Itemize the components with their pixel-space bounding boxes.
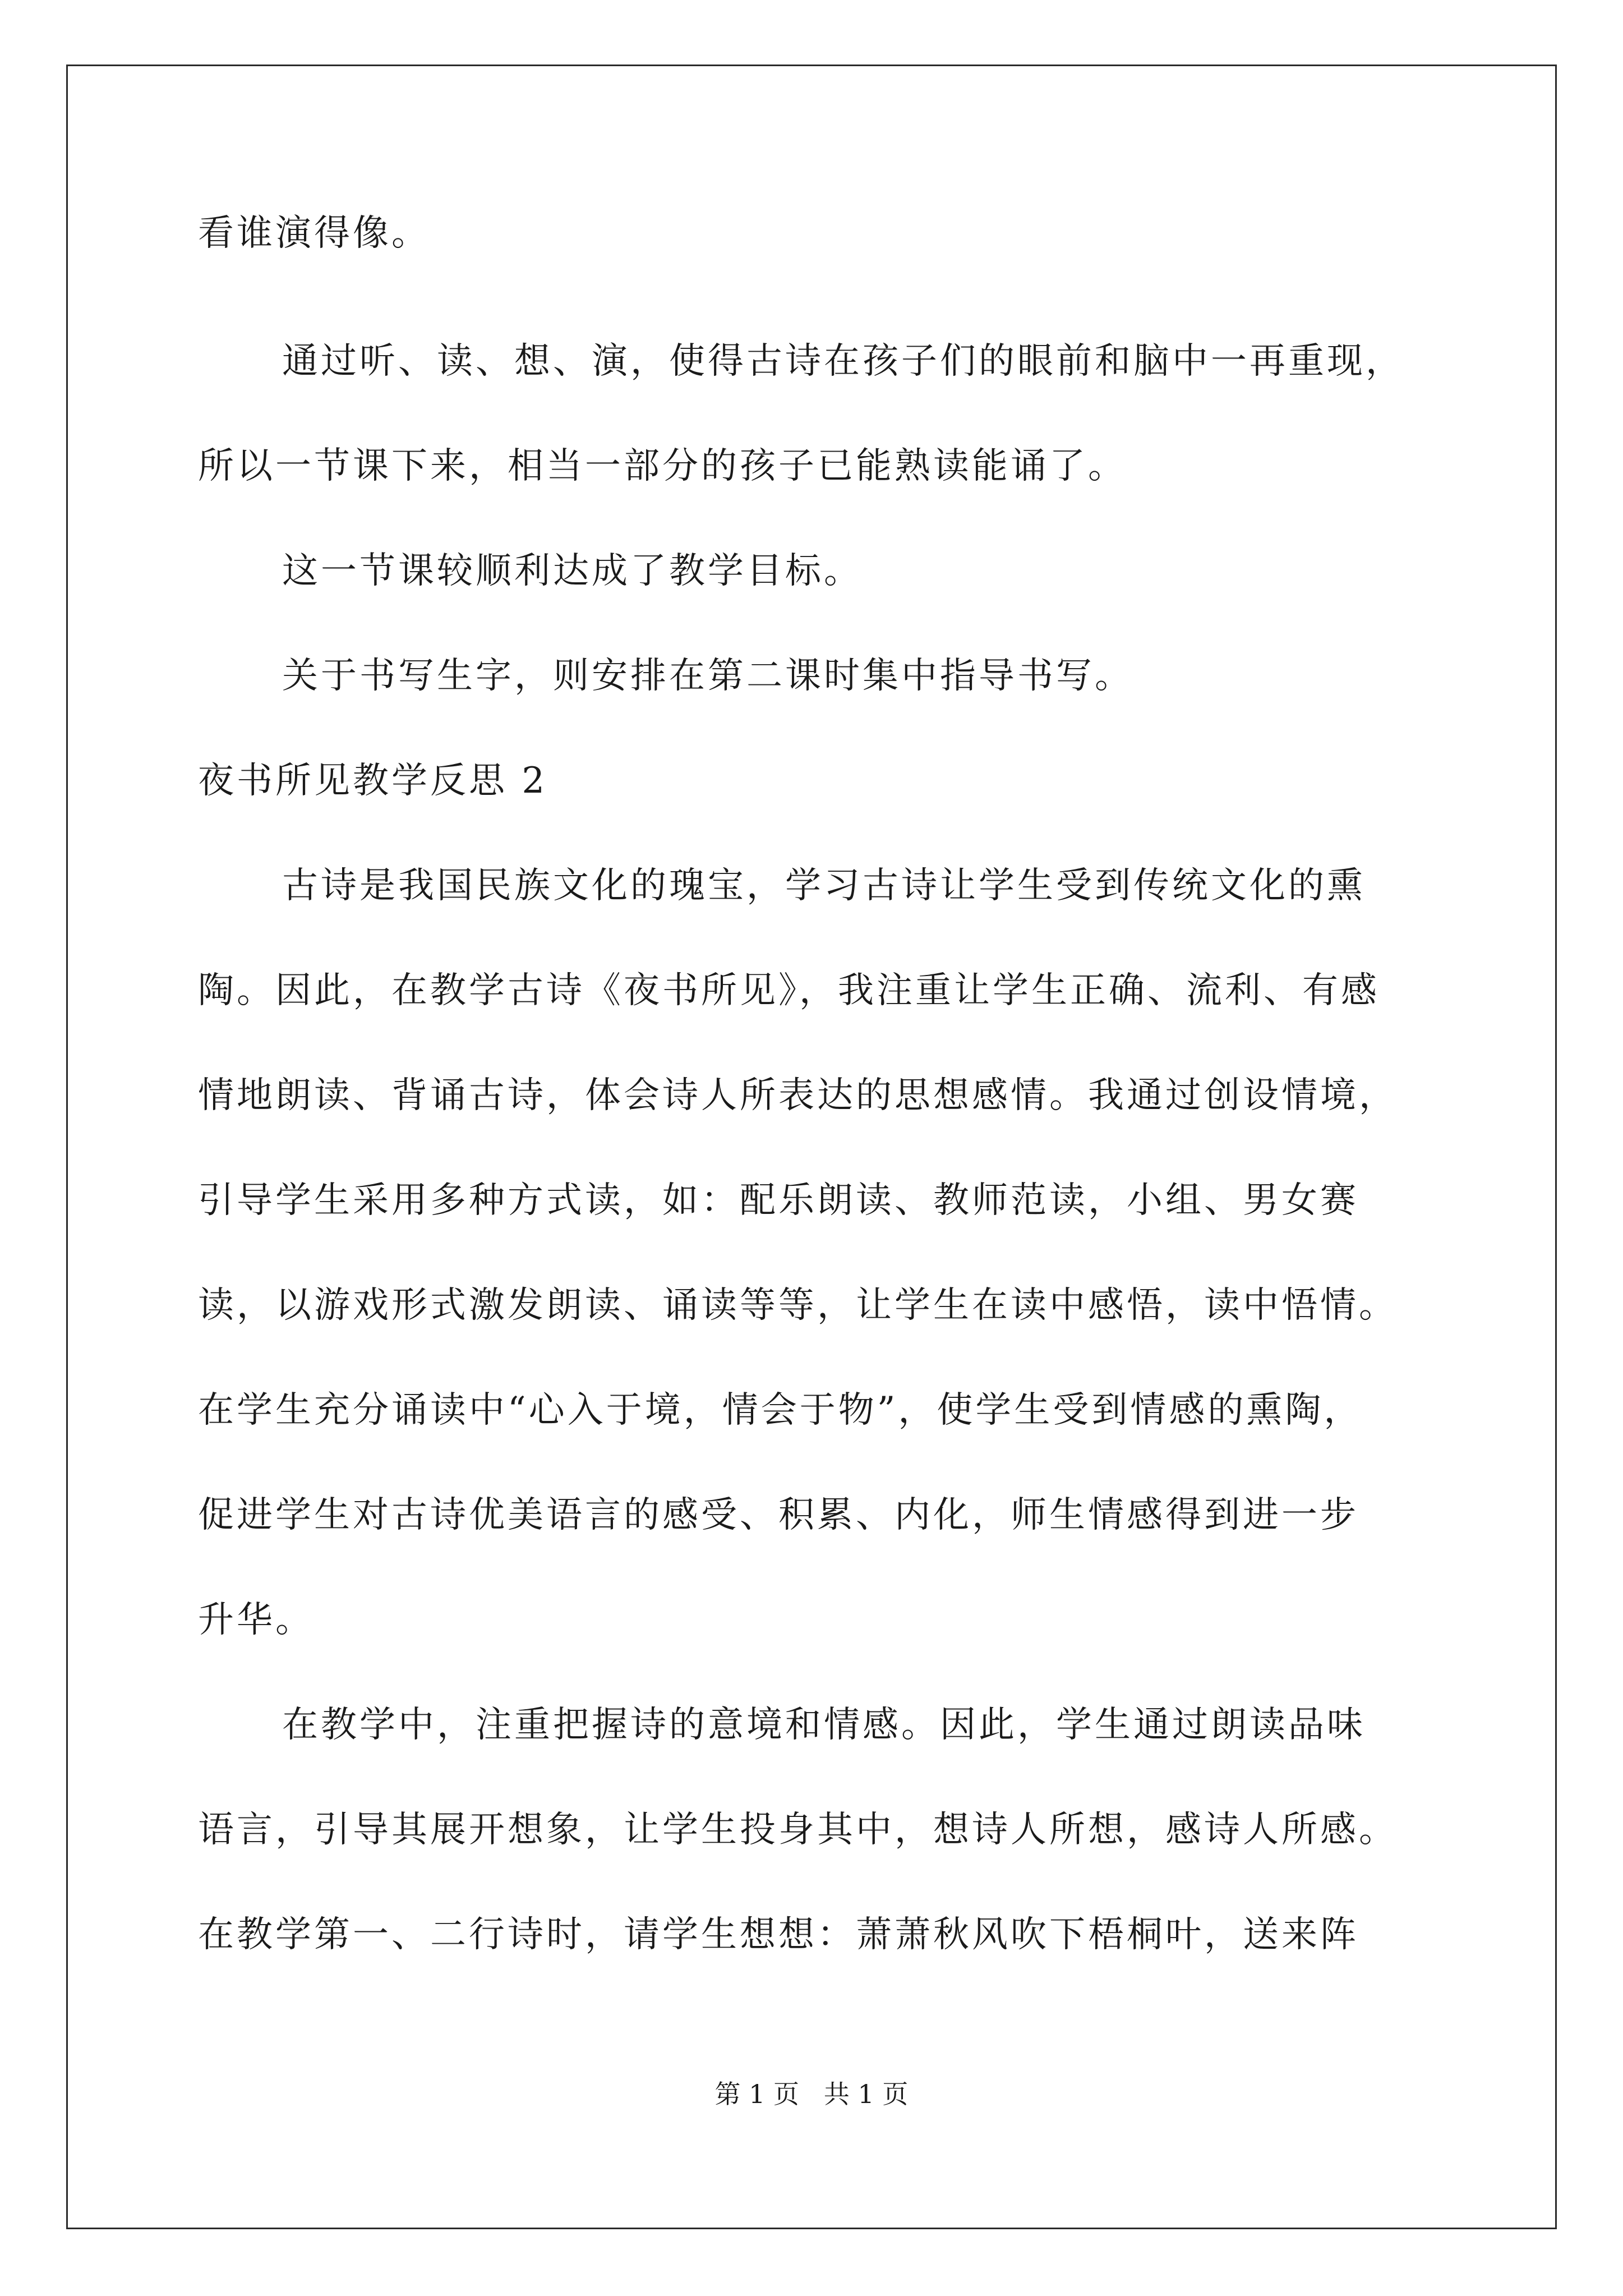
- paragraph-first-line: 在教学中，注重把握诗的意境和情感。因此，学生通过朗读品味: [282, 1704, 1366, 1746]
- text-line: 促进学生对古诗优美语言的感受、积累、内化，师生情感得到进一步: [198, 1494, 1359, 1536]
- paragraph-first-line: 关于书写生字，则安排在第二课时集中指导书写。: [282, 655, 1133, 697]
- paragraph-first-line: 这一节课较顺利达成了教学目标。: [282, 550, 863, 592]
- paragraph-first-line: 古诗是我国民族文化的瑰宝，学习古诗让学生受到传统文化的熏: [282, 865, 1366, 907]
- section-heading: 夜书所见教学反思 2: [198, 760, 548, 802]
- text-line: 引导学生采用多种方式读，如：配乐朗读、教师范读，小组、男女赛: [198, 1180, 1359, 1221]
- text-line: 所以一节课下来，相当一部分的孩子已能熟读能诵了。: [198, 445, 1127, 487]
- text-line: 升华。: [198, 1599, 314, 1641]
- text-line: 语言，引导其展开想象，让学生投身其中，想诗人所想，感诗人所感。: [198, 1809, 1398, 1851]
- paragraph-first-line: 通过听、读、想、演，使得古诗在孩子们的眼前和脑中一再重现，: [282, 341, 1404, 382]
- text-line: 在教学第一、二行诗时，请学生想想：萧萧秋风吹下梧桐叶，送来阵: [198, 1914, 1359, 1955]
- page-border: [66, 65, 1557, 2229]
- text-line: 读，以游戏形式激发朗读、诵读等等，让学生在读中感悟，读中悟情。: [198, 1285, 1398, 1326]
- page-number-footer: 第 1 页 共 1 页: [714, 2079, 909, 2109]
- text-line: 看谁演得像。: [198, 213, 430, 254]
- text-line: 在学生充分诵读中“心入于境，情会于物”，使学生受到情感的熏陶，: [198, 1389, 1363, 1431]
- text-line: 陶。因此，在教学古诗《夜书所见》，我注重让学生正确、流利、有感: [198, 970, 1380, 1011]
- text-line: 情地朗读、背诵古诗，体会诗人所表达的思想感情。我通过创设情境，: [198, 1075, 1398, 1116]
